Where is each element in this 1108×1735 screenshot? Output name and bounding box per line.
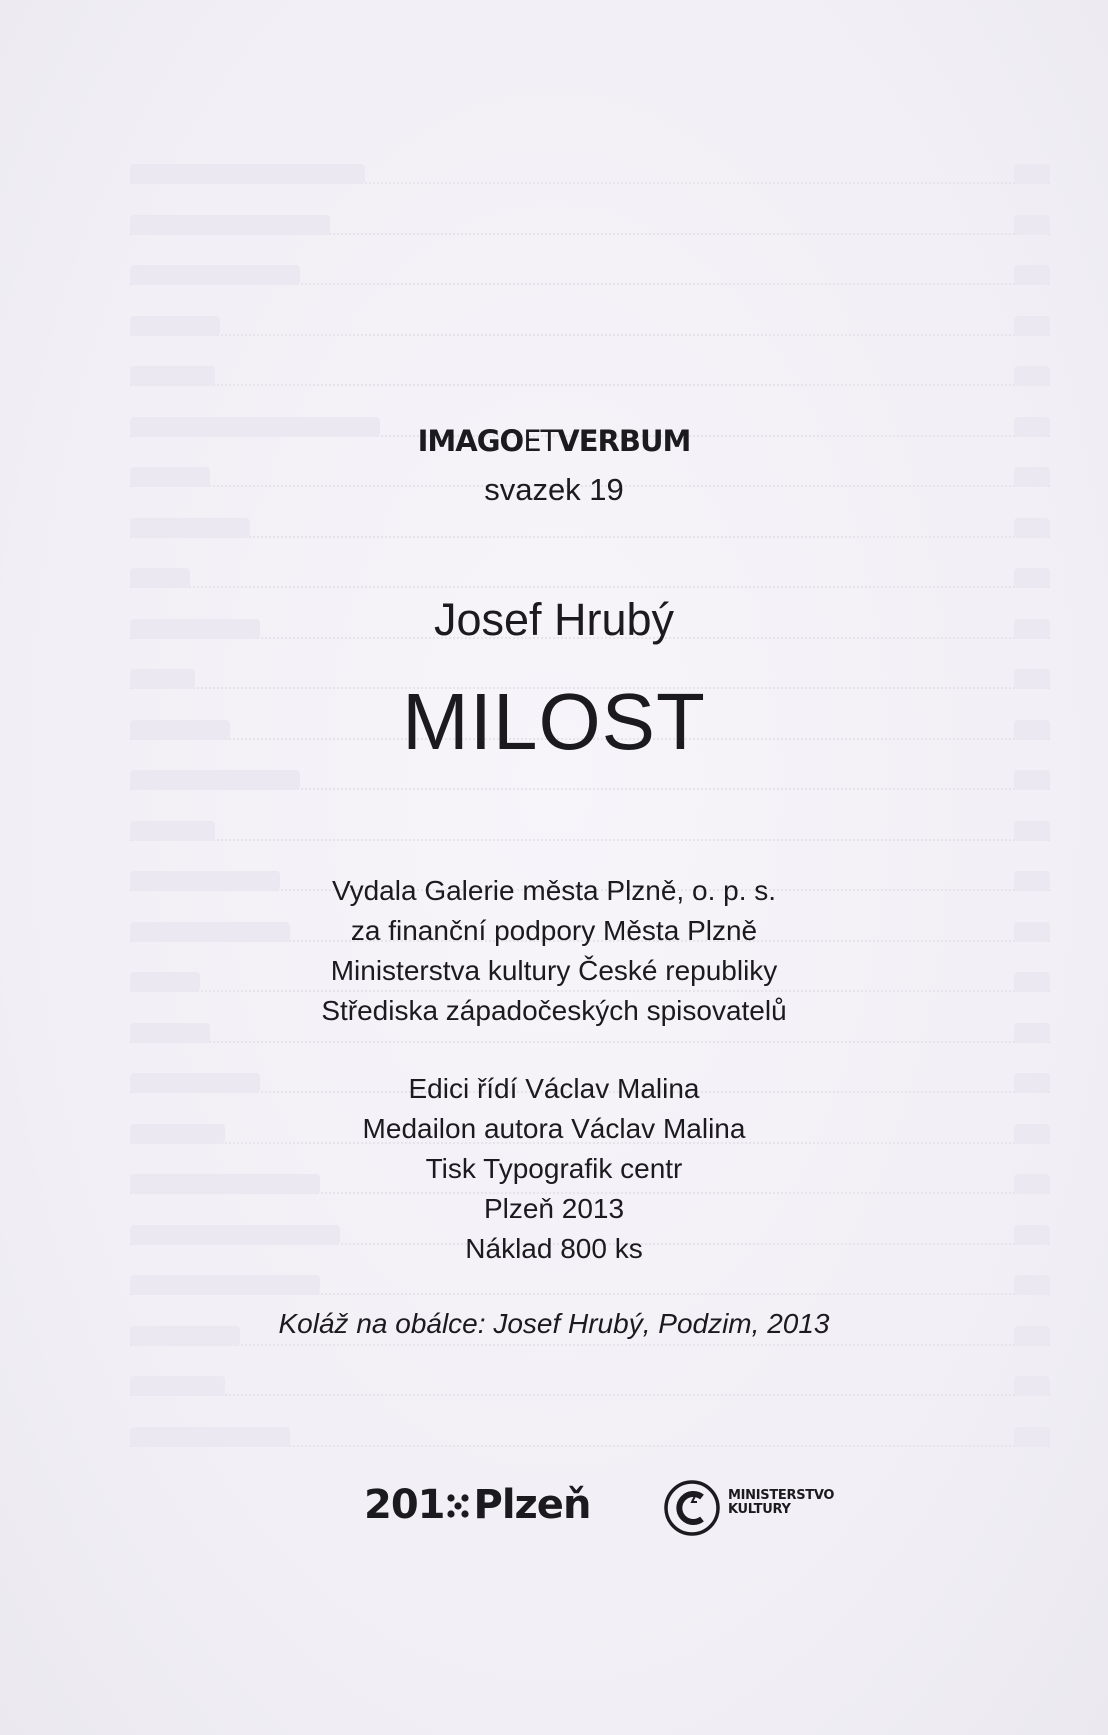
show-through-word [130,316,220,336]
publisher-line: Střediska západočeských spisovatelů [321,995,787,1026]
ministry-wordmark-line: MINISTERSTVO [728,1488,835,1503]
book-title: MILOST [402,677,706,766]
show-through-number [1014,568,1050,588]
show-through-word [130,215,330,235]
plzen-logo-word: Plzeň [473,1482,591,1528]
ministry-emblem-icon [662,1478,722,1538]
show-through-word [130,1376,225,1396]
show-through-number [1014,1376,1050,1396]
show-through-row [130,526,1050,538]
show-through-word [130,770,300,790]
show-through-word [130,568,190,588]
edition-line: Plzeň 2013 [483,1193,625,1224]
series-name-et: ET [523,424,558,458]
show-through-word [130,821,215,841]
show-through-number [1014,518,1050,538]
show-through-row [130,374,1050,386]
show-through-row [130,223,1050,235]
series-volume: svazek 19 [484,472,624,507]
show-through-row [130,1283,1050,1295]
show-through-number [1014,821,1050,841]
show-through-word [130,1427,290,1447]
publisher-line: Vydala Galerie města Plzně, o. p. s. [331,875,777,906]
edition-line: Tisk Typografik centr [425,1153,683,1184]
show-through-row [130,1435,1050,1447]
show-through-word [130,366,215,386]
show-through-word [130,265,300,285]
show-through-row [130,829,1050,841]
series-name-verbum: VERBUM [557,424,691,458]
publisher-line: za finanční podpory Města Plzně [350,915,758,946]
show-through-row [130,273,1050,285]
show-through-number [1014,316,1050,336]
ministry-wordmark-line: KULTURY [728,1502,791,1517]
show-through-row [130,778,1050,790]
show-through-number [1014,1427,1050,1447]
edition-block [0,1069,1108,1269]
show-through-number [1014,215,1050,235]
plzen-logo-dots-icon [446,1490,472,1520]
book-author: Josef Hrubý [433,594,675,645]
cover-note: Koláž na obálce: Josef Hrubý, Podzim, 2013 [278,1308,830,1339]
show-through-number [1014,366,1050,386]
series-name [0,424,1108,459]
publisher-block [0,871,1108,1031]
ministry-wordmark [728,1489,834,1517]
ministry-of-culture-logo [662,1478,862,1538]
publisher-line: Ministerstva kultury České republiky [330,955,778,986]
show-through-row [130,1384,1050,1396]
show-through-word [130,518,250,538]
plzen-2015-logo [364,1482,590,1528]
sponsor-logos [0,1478,1108,1538]
edition-line: Medailon autora Václav Malina [362,1113,746,1144]
show-through-number [1014,265,1050,285]
show-through-row [130,324,1050,336]
plzen-logo-201: 201 [364,1482,445,1528]
edition-line: Náklad 800 ks [465,1233,643,1264]
show-through-number [1014,164,1050,184]
show-through-number [1014,770,1050,790]
show-through-word [130,164,365,184]
show-through-number [1014,1275,1050,1295]
show-through-word [130,1275,320,1295]
edition-line: Edici řídí Václav Malina [408,1073,700,1104]
show-through-row [130,1031,1050,1043]
series-name-imago: IMAGO [417,424,524,458]
show-through-row [130,576,1050,588]
show-through-row [130,172,1050,184]
